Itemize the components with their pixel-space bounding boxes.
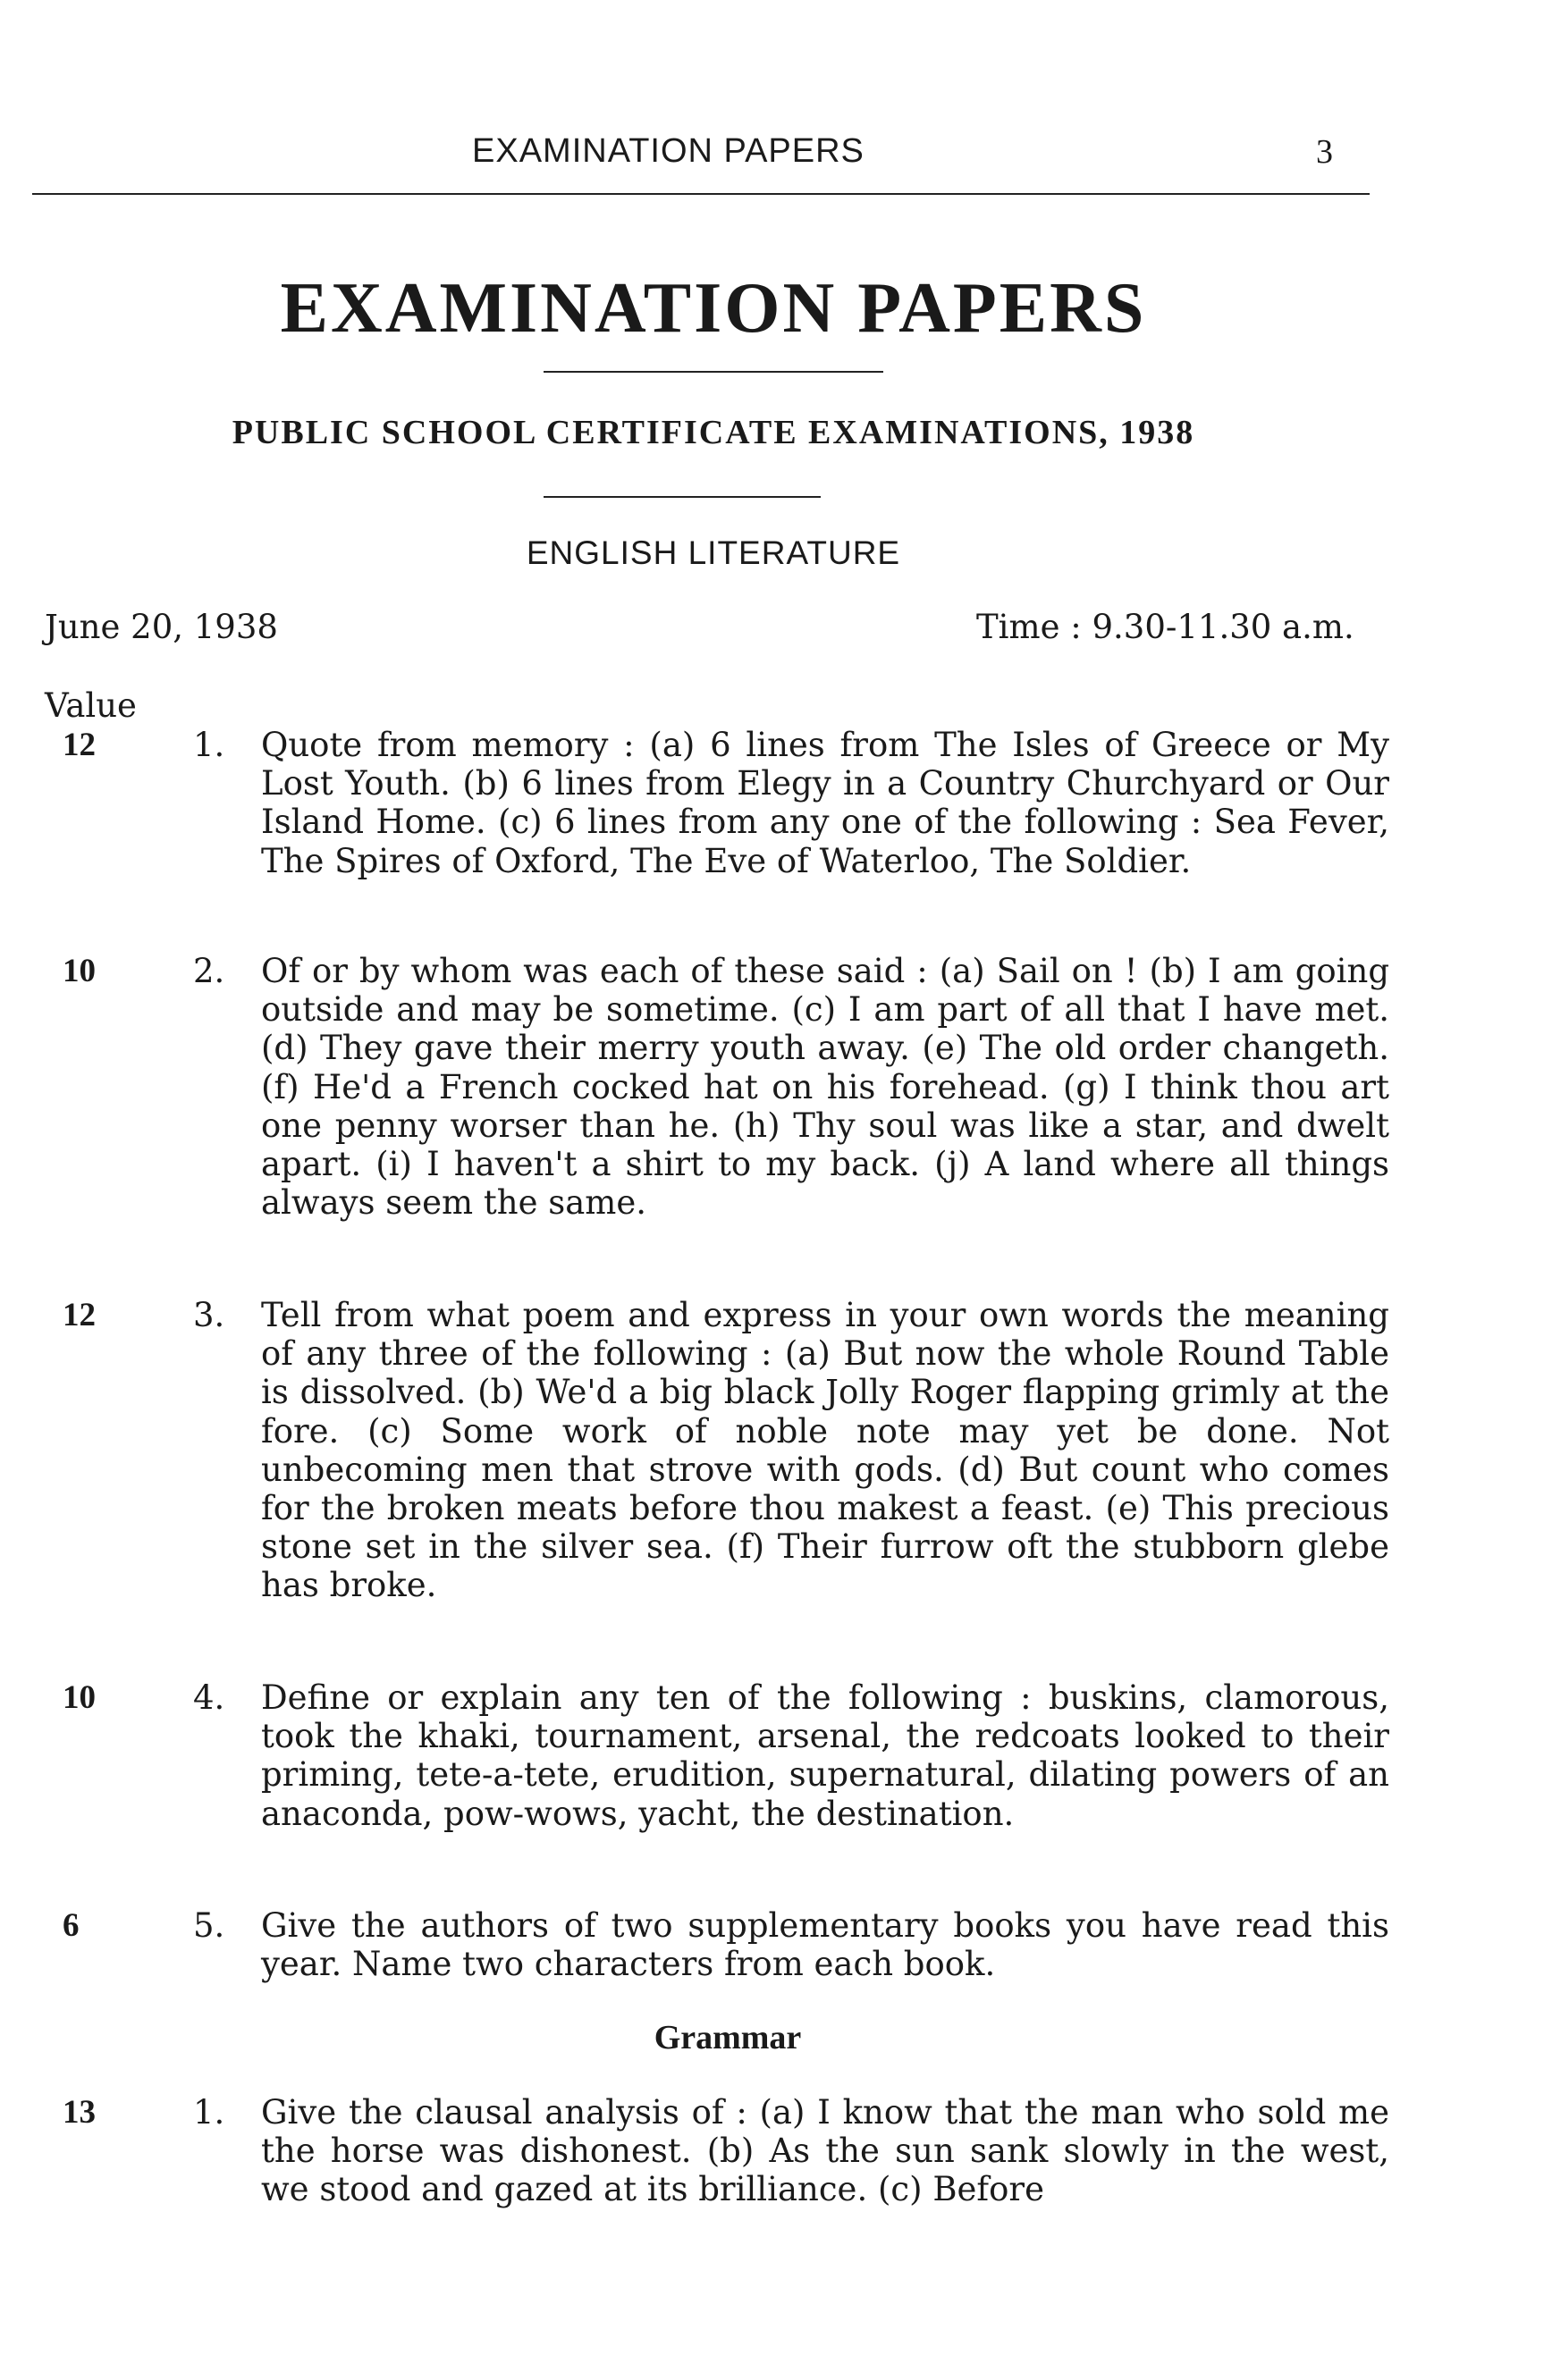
header-rule xyxy=(32,193,1370,195)
exam-subtitle: PUBLIC SCHOOL CERTIFICATE EXAMINATIONS, 1938 xyxy=(232,414,1195,451)
value-column-heading: Value xyxy=(45,686,137,725)
question-text: Quote from memory : (a) 6 lines from The Isles of Greece or My Lost Youth. (b) 6 lines from Elegy in a Country Churchyard or Our Island Home. (c) 6 lines from any one of the following : Sea Fever, The Spires of Oxford, The Eve of Waterloo, The Soldier. xyxy=(261,726,1389,880)
question-text: Give the clausal analysis of : (a) I know that the man who sold me the horse was dishonest. (b) As the sun sank slowly in the west, we stood and gazed at its brilliance. (c) Before xyxy=(261,2093,1389,2209)
subtitle-divider xyxy=(544,496,821,498)
grammar-heading: Grammar xyxy=(654,2019,802,2056)
question-number: 1. xyxy=(193,726,225,764)
question-text: Of or by whom was each of these said : (a) Sail on ! (b) I am going outside and may be sometime. (c) I am part of all that I have met. (d) They gave their merry youth away. (e) The old order changeth. (f) He'd a French cocked hat on his forehead. (g) I think thou art one penny worser than he. (h) Thy soul was like a star, and dwelt apart. (i) I haven't a shirt to my back. (j) A land where all things always seem the same. xyxy=(261,952,1389,1223)
question-text: Give the authors of two supplementary books you have read this year. Name two characters from each book. xyxy=(261,1906,1389,1984)
question-value: 13 xyxy=(63,2094,96,2131)
question-value: 12 xyxy=(63,1297,96,1333)
exam-time: Time : 9.30-11.30 a.m. xyxy=(976,608,1354,646)
running-header xyxy=(0,132,1552,186)
question-number: 5. xyxy=(193,1906,225,1945)
question-number: 2. xyxy=(193,952,225,990)
running-title: EXAMINATION PAPERS xyxy=(472,132,865,170)
question-value: 10 xyxy=(63,953,96,989)
page-title: EXAMINATION PAPERS xyxy=(280,269,1147,348)
section-heading: ENGLISH LITERATURE xyxy=(526,534,901,571)
question-text: Tell from what poem and express in your own words the meaning of any three of the following : (a) But now the whole Round Table is dissolved. (b) We'd a big black Jolly Roger flapping grimly at the fore. (c) Some work of noble note may yet be done. Not unbecoming men that strove with gods. (d) But count who comes for the broken meats before thou makest a feast. (e) This precious stone set in the silver sea. (f) Their furrow oft the stubborn glebe has broke. xyxy=(261,1296,1389,1605)
page-number: 3 xyxy=(1316,133,1333,171)
question-value: 12 xyxy=(63,727,96,763)
question-number: 1. xyxy=(193,2093,225,2132)
question-number: 4. xyxy=(193,1678,225,1717)
question-value: 6 xyxy=(63,1907,80,1944)
exam-date: June 20, 1938 xyxy=(45,608,278,646)
question-text: Define or explain any ten of the following : buskins, clamorous, took the khaki, tournament, arsenal, the redcoats looked to their priming, tete-a-tete, erudition, supernatural, dilating powers of an anaconda, pow-wows, yacht, the destination. xyxy=(261,1678,1389,1833)
question-value: 10 xyxy=(63,1679,96,1716)
question-number: 3. xyxy=(193,1296,225,1334)
title-divider xyxy=(544,371,883,373)
